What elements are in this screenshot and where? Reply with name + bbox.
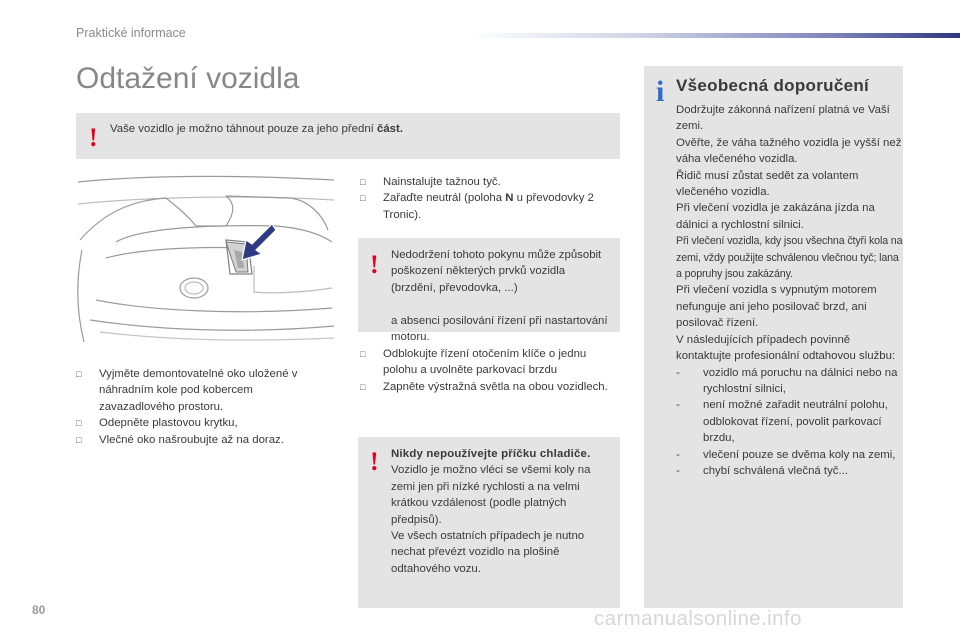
list-item: - vozidlo má poruchu na dálnici nebo na rychlostní silnici,	[676, 366, 898, 395]
info-paragraph: Při vlečení vozidla s vypnutým motorem nefunguje ani jeho posilovač brzd, ani posilovač řízení.	[676, 284, 877, 330]
step-item: □ Zapněte výstražná světla na obou vozidlech.	[360, 379, 615, 395]
general-recommendations	[644, 66, 903, 608]
notice-towbar-p1: Vozidlo je možno vléci se všemi koly na zemi jen při nízké rychlosti a na velmi krátkou vzdálenost (podle platných předpisů).	[391, 464, 591, 526]
notice-steering-line1: Nedodržení tohoto pokynu může způsobit poškození některých prvků vozidla (brzdění, převodovka, ...)	[391, 249, 602, 294]
warning-icon: !	[89, 123, 98, 152]
checkbox-marker-icon: □	[76, 434, 82, 445]
steps-unlock	[360, 346, 615, 395]
list-item: - chybí schválená vlečná tyč...	[676, 464, 848, 477]
warning-icon: !	[370, 250, 379, 279]
header-bar	[468, 33, 960, 38]
warning-icon: !	[370, 447, 379, 476]
step-item: □ Odblokujte řízení otočením klíče o jednu polohu a uvolněte parkovací brzdu	[360, 348, 587, 377]
info-body	[676, 102, 904, 479]
page-title: Odtažení vozidla	[76, 62, 300, 95]
notice-steering-line2: a absenci posilování řízení při nastartování motoru.	[391, 314, 608, 344]
step-item: □ Nainstalujte tažnou tyč.	[360, 174, 615, 190]
checkbox-marker-icon: □	[360, 193, 366, 204]
step-item: □ Odepněte plastovou krytku,	[76, 415, 326, 431]
arrow-icon	[242, 224, 276, 260]
steps-tow-eye	[76, 366, 326, 448]
info-paragraph: V následujících případech povinně kontaktujte profesionální odtahovou službu:	[676, 333, 896, 363]
info-title: Všeobecná doporučení	[676, 76, 870, 95]
checkbox-marker-icon: □	[360, 349, 366, 359]
car-front-illustration	[76, 170, 336, 345]
watermark: carmanualsonline.info	[594, 607, 802, 630]
notice-front-text: Vaše vozidlo je možno táhnout pouze za jeho přední	[110, 123, 378, 135]
checkbox-marker-icon: □	[360, 381, 366, 392]
info-icon: i	[656, 75, 665, 108]
info-paragraph: Řidič musí zůstat sedět za volantem vlečeného vozidla.	[676, 169, 859, 199]
section-label: Praktické informace	[76, 26, 186, 40]
notice-steering-damage	[358, 238, 620, 344]
list-item: - není možné zařadit neutrální polohu, odblokovat řízení, povolit parkovací brzdu,	[676, 399, 888, 445]
checkbox-marker-icon: □	[76, 418, 82, 429]
steps-tow-bar	[360, 174, 615, 223]
notice-towbar-p2: Ve všech ostatních případech je nutno nechat převézt vozidlo na plošině odtahového vozu.	[391, 530, 585, 575]
checkbox-marker-icon: □	[76, 369, 82, 379]
list-item: - vlečení pouze se dvěma koly na zemi,	[676, 448, 896, 461]
notice-towbar-heading: Nikdy nepoužívejte příčku chladiče.	[391, 448, 591, 460]
notice-front-only	[76, 113, 620, 159]
page-number: 80	[32, 603, 46, 617]
checkbox-marker-icon: □	[360, 177, 366, 187]
info-paragraph: Při vlečení vozidla, kdy jsou všechna čtyři kola na zemi, vždy použijte schválenou vlečnou tyč; lana a popruhy jsou zakázány.	[676, 235, 903, 281]
notice-radiator-bar	[358, 437, 620, 608]
notice-front-bold: část.	[377, 123, 403, 135]
info-paragraph: Při vlečení vozidla je zakázána jízda na dálnici a rychlostní silnici.	[676, 202, 875, 231]
step-item: □ Vlečné oko našroubujte až na doraz.	[76, 432, 326, 448]
step-item: □ Zařaďte neutrál (poloha N u převodovky 2 Tronic).	[360, 192, 594, 221]
info-cases-list	[676, 365, 904, 480]
info-paragraph: Dodržujte zákonná nařízení platná ve Vaší zemi.	[676, 104, 890, 133]
step-item: □ Vyjměte demontovatelné oko uložené v náhradním kole pod kobercem zavazadlového prostoru.	[76, 368, 298, 413]
info-paragraph: Ověřte, že váha tažného vozidla je vyšší než váha vlečeného vozidla.	[676, 136, 902, 166]
